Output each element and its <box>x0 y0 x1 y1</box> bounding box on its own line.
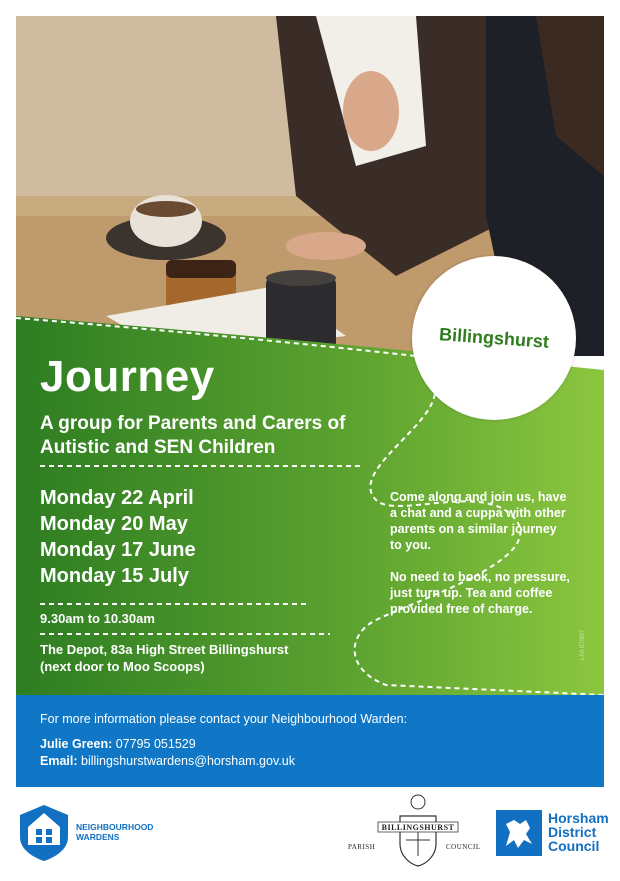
contact-intro: For more information please contact your Neighbourhood Warden: <box>40 712 408 726</box>
horsham-lion-icon <box>496 810 542 856</box>
contact-phone[interactable]: 07795 051529 <box>115 737 196 751</box>
contact-email-row <box>40 753 295 770</box>
description-paragraph: No need to book, no pressure, just turn up. Tea and coffee provided free of charge. <box>390 570 570 616</box>
date-item: Monday 17 June <box>40 539 196 561</box>
contact-phone-row <box>40 736 295 753</box>
contact-email-label: Email: <box>40 754 78 768</box>
date-item: Monday 22 April <box>40 487 194 509</box>
logo-text-line: NEIGHBOURHOOD <box>76 822 154 832</box>
logo-text-line: Council <box>548 838 600 854</box>
event-subtitle: A group for Parents and Carers of Autistic and SEN Children <box>40 413 346 458</box>
event-title: Journey <box>40 352 215 401</box>
print-credit: LFA 07/807 <box>580 629 586 660</box>
divider <box>40 632 330 636</box>
parish-label-left: PARISH <box>348 843 376 851</box>
divider <box>40 602 310 606</box>
logo-text-line: District <box>548 824 597 840</box>
logo-text-line: WARDENS <box>76 832 120 842</box>
divider <box>40 464 360 468</box>
venue-line: (next door to Moo Scoops) <box>40 659 205 674</box>
contact-email[interactable]: billingshurstwardens@horsham.gov.uk <box>81 754 295 768</box>
location-badge <box>412 256 576 420</box>
event-time: 9.30am to 10.30am <box>40 611 155 626</box>
parish-banner-text: BILLINGSHURST <box>381 823 455 832</box>
event-venue <box>40 641 340 675</box>
horsham-district-council-logo-text <box>548 811 609 853</box>
neighbourhood-wardens-logo-text <box>76 822 176 842</box>
location-badge-text: Billingshurst <box>438 323 550 352</box>
venue-line: The Depot, 83a High Street Billingshurst <box>40 642 289 657</box>
event-description <box>390 489 570 633</box>
event-dates <box>40 485 196 589</box>
neighbourhood-wardens-logo-icon <box>18 803 70 863</box>
parish-council-crest <box>348 792 488 870</box>
date-item: Monday 15 July <box>40 565 189 587</box>
parish-label-right: COUNCIL <box>446 843 481 851</box>
contact-details <box>40 736 295 770</box>
description-paragraph: Come along and join us, have a chat and a cuppa with other parents on a similar journey to you. <box>390 490 567 552</box>
date-item: Monday 20 May <box>40 513 188 535</box>
contact-name-label: Julie Green: <box>40 737 113 751</box>
logo-text-line: Horsham <box>548 810 609 826</box>
